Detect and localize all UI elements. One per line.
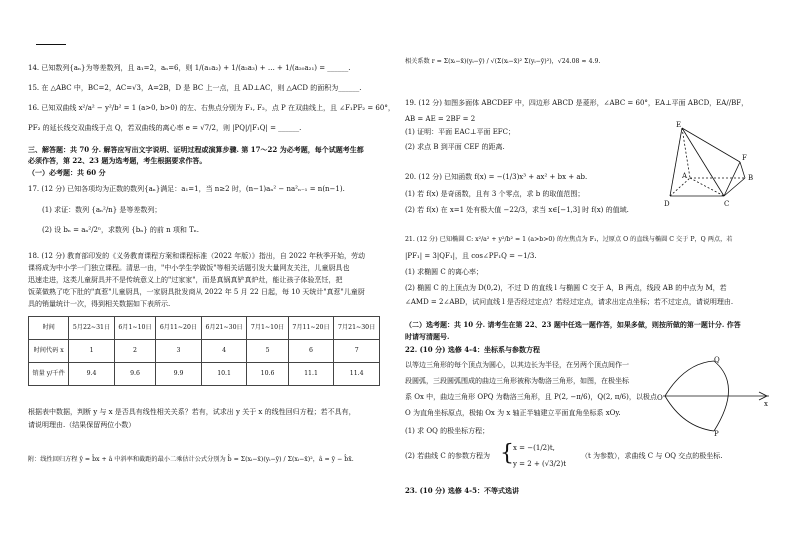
top-blank-line [36,44,66,45]
section-2-heading-cont: 时请写清题号. [405,332,450,341]
reuleaux-triangle-figure [655,355,773,437]
table-cell: 时间代码 x [29,340,69,363]
vertex-label: D [664,200,670,208]
question-23-title: 23. (10 分) 选修 4-5：不等式选讲 [405,486,519,495]
question-20-part2: (2) 若 f(x) 在 x=1 处有极大值 −22/3，求当 x∈[−1,3] 时 f(x) 的值域. [405,206,629,214]
question-21-part2-cont: ∠AMD = 2∠ABD，试问直线 l 是否经过定点？若经过定点，请求出定点坐标；若不过定点，请说明理由. [405,298,734,306]
table-cell: 销量 y/千件 [29,363,69,386]
question-22-part1: (1) 求 OQ 的极坐标方程； [405,427,490,435]
vertex-label: B [748,174,754,182]
table-cell: 4 [201,340,247,363]
question-21-part2: (2) 椭圆 C 的上顶点为 D(0,2)，不过 D 的直线 l 与椭圆 C 交于 A，B 两点，线段 AB 的中点为 M，若 [405,284,727,292]
point-label: Q [714,356,720,364]
table-header-row [29,317,380,340]
polyhedron-figure [660,118,770,210]
table-cell: 6 [288,340,334,363]
question-21-part1: (1) 求椭圆 C 的离心率； [405,268,483,276]
question-16-part1: 16. 已知双曲线 x²/a² − y²/b² = 1 (a>0, b>0) 的左、右焦点分别为 F₁, F₂，点 P 在双曲线上，且 ∠F₁PF₂ = 60°， [28,104,395,112]
table-cell: 7月21~30日 [334,317,380,340]
edge-line [682,128,690,178]
point-label: O [657,394,663,402]
table-cell: 1 [69,340,115,363]
question-20-part1: (1) 若 f(x) 是奇函数，且有 3 个零点，求 b 的取值范围； [405,190,585,198]
table-cell: 5 [247,340,288,363]
table-cell: 5月22~31日 [69,317,115,340]
table-cell: 7月11~20日 [288,317,334,340]
question-22-part2-lead: (2) 若曲线 C 的参数方程为 [405,452,490,460]
table-cell: 9.6 [114,363,155,386]
point-label: P [714,430,719,437]
table-row [29,340,380,363]
question-17: 17. (12 分) 已知各项均为正数的数列{aₙ}满足：a₁=1，当 n≥2 时，(n−1)aₙ² − na²ₙ₋₁ = n(n−1). [28,185,345,193]
question-18-line5: 具的销量统计一次，得到相关数据如下表所示. [28,300,171,308]
table-cell: 9.9 [156,363,202,386]
table-cell: 6月11~20日 [156,317,202,340]
question-22-line1: 以等边三角形的每个顶点为圆心，以其边长为半径，在另两个顶点间作一 [405,361,629,369]
table-cell: 9.4 [69,363,115,386]
table-cell: 时间 [29,317,69,340]
edge-line [682,128,740,162]
sales-table [28,316,380,386]
question-16-part2: PF₂ 的延长线交双曲线于点 Q，若双曲线的离心率 e = √7/2，则 |PQ|/|F₁Q| = ______. [28,124,302,132]
table-cell: 2 [114,340,155,363]
question-15: 15. 在 △ABC 中，BC=2，AC=√3，A=2B，D 是 BC 上一点，且 AD⊥AC，则 △ACD 的面积为______. [28,84,362,92]
table-cell: 11.1 [288,363,334,386]
edge-line [724,162,740,196]
vertex-label: A [682,172,688,180]
question-18-line3: 迅速走进，这类儿童厨具并不是传统意义上的"过家家"，而是真锅真铲真炉灶，能让孩子体验烹饪，把 [28,276,343,284]
question-17-part1: (1) 求证：数列 {aₙ²/n} 是等差数列； [42,206,162,214]
param-eq-y: y = 2 + (√3/2)t [513,460,567,468]
question-18-line1: 18. (12 分) 教育部印发的《义务教育课程方案和课程标准（2022 年版）》指出，自 2022 年秋季开始，劳动 [28,252,365,260]
question-19-given: AB = AE = 2BF = 2 [405,115,476,123]
question-22-title: 22. (10 分) 选修 4-4：坐标系与参数方程 [405,345,540,354]
vertex-label: C [724,200,730,208]
correlation-formula: 相关系数 r = Σ(xᵢ−x̄)(yᵢ−ȳ) / √(Σ(xᵢ−x̄)² Σ(yᵢ−ȳ)²)，√24.08 ≈ 4.9. [405,58,601,65]
question-21: 21. (12 分) 已知椭圆 C: x²/a² + y²/b² = 1 (a>b>0) 的左焦点为 F₁，过原点 O 的直线与椭圆 C 交于 P，Q 两点，若 [405,236,733,243]
edge-line [670,128,682,196]
question-18-line2: 课将成为中小学一门独立课程。清思一由，"中小学生学做饭"等相关话题引发大量网友关注，儿童厨具也 [28,264,350,272]
question-19-part2: (2) 求点 B 到平面 CEF 的距离. [405,143,505,151]
section-3-required: （一）必考题：共 60 分 [28,168,106,177]
table-cell: 6月1~10日 [114,317,155,340]
question-20: 20. (12 分) 已知函数 f(x) = −(1/3)x³ + ax² + bx + ab. [405,173,588,181]
section-2-heading: （二）选考题：共 10 分. 请考生在第 22、23 题中任选一题作答，如果多做，则按所做的第一题计分. 作答 [405,320,741,329]
question-22-part2-tail: （t 为参数），求曲线 C 与 OQ 交点的极坐标. [581,452,723,460]
table-cell: 10.1 [201,363,247,386]
question-19: 19. (12 分) 如图多面体 ABCDEF 中，四边形 ABCD 是菱形，∠ABC = 60°，EA⊥平面 ABCD，EA//BF， [405,99,749,107]
brace-symbol: { [500,441,514,466]
table-cell: 11.4 [334,363,380,386]
edge-line [682,128,724,196]
question-21-given: |PF₁| = 3|QF₁|，且 cos∠PF₁Q = −1/3. [405,252,537,260]
question-22-line2: 段圆弧，三段圆弧围成的曲边三角形被称为勒洛三角形，如图，在极坐标 [405,377,629,385]
question-18-formula: 附：线性回归方程 ŷ = b̂x + â 中斜率和截距的最小二乘估计公式分别为 b̂ = Σ(xᵢ−x̄)(yᵢ−ȳ) / Σ(xᵢ−x̄)²，â = ȳ − b̂x̄. [28,456,354,463]
section-3-heading-cont: 必须作答，第 22、23 题为选考题，考生根据要求作答。 [28,156,207,165]
axis-label: x [764,400,768,408]
table-cell: 3 [156,340,202,363]
question-18-line7: 请说明理由.（结果保留两位小数） [28,421,136,429]
vertex-label: E [676,121,682,129]
question-22-line4: O 为直角坐标原点，极轴 Ox 为 x 轴正半轴建立平面直角坐标系 xOy. [405,409,621,417]
question-17-part2: (2) 设 bₙ = aₙ²/2ⁿ，求数列 {bₙ} 的前 n 项和 Tₙ. [42,226,200,234]
table-cell: 7 [334,340,380,363]
table-cell: 10.6 [247,363,288,386]
question-14: 14. 已知数列{aₙ}为等差数列，且 a₁=2，aₙ=6，则 1/(a₁a₂) + 1/(a₂a₃) + … + 1/(a₂₀a₂₁) = ______. [28,64,351,72]
table-cell: 7月1~10日 [247,317,288,340]
table-cell: 6月21~30日 [201,317,247,340]
edge-line [724,178,745,196]
question-18-line6: 根据表中数据，判断 y 与 x 是否具有线性相关关系？若有，试求出 y 关于 x 的线性回归方程；若不具有， [28,408,356,416]
question-22-line3: 系 Ox 中，曲边三角形 OPQ 为勒洛三角形，且 P(2, −π/6)，Q(2, π/6)，以极点 [405,393,657,401]
table-row [29,363,380,386]
vertex-label: F [742,154,747,162]
question-18-line4: 饭菜做熟了吃下肚的"真惹"儿童厨具，一家厨具批发商从 2022 年 5 月 22 日起，每 10 天统计"真惹"儿童厨 [28,288,365,296]
edge-line [740,162,745,178]
section-3-heading: 三、解答题：共 70 分. 解答应写出文字说明、证明过程或演算步骤. 第 17～22 为必考题，每个试题考生都 [28,145,364,154]
question-19-part1: (1) 证明：平面 EAC⊥平面 EFC； [405,128,516,136]
param-eq-x: x = −(1/2)t, [513,444,555,452]
